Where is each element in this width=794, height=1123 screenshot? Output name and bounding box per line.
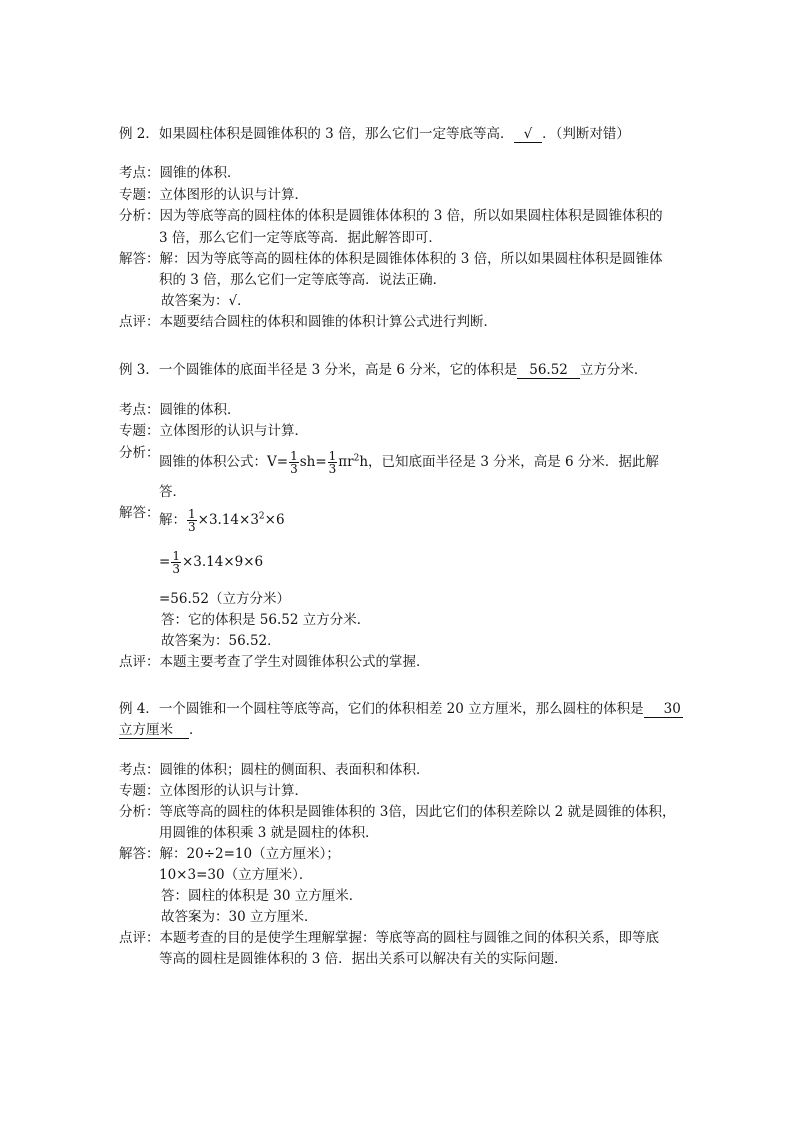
ex4-question-text: 例 4．一个圆锥和一个圆柱等底等高，它们的体积相差 20 立方厘米，那么圆柱的体积是 — [119, 701, 644, 717]
ex2-jieda-2: 积的 3 倍，那么它们一定等底等高．说法正确． — [159, 272, 447, 288]
fraction-denominator: 3 — [290, 462, 298, 476]
ex4-jieda-1: 解答：解：20÷2=10（立方厘米）； — [119, 846, 340, 862]
ex3-jieda-3: =56.52（立方分米） — [159, 591, 290, 607]
ex4-jieda-4: 故答案为：30 立方厘米． — [161, 909, 318, 925]
ex4-question-tail: ． — [189, 722, 203, 738]
ex2-dianping: 点评：本题要结合圆柱的体积和圆锥的体积计算公式进行判断． — [119, 314, 497, 330]
fraction-numerator: 1 — [290, 449, 298, 463]
formula-text-d: h，已知底面半径是 3 分米，高是 6 分米．据此解 — [359, 454, 659, 470]
jieda-text-a: 解： — [159, 512, 186, 528]
formula-text-b: sh= — [299, 454, 327, 470]
ex3-jieda-5: 故答案为：56.52． — [161, 633, 281, 649]
ex4-fenxi-2: 用圆锥的体积乘 3 就是圆柱的体积． — [159, 825, 379, 841]
ex2-kaodian: 考点：圆锥的体积． — [119, 165, 241, 181]
jieda-text-c: ×6 — [264, 512, 285, 528]
formula-text-c: πr — [338, 454, 354, 470]
ex2-question-tail: ．（判断对错） — [542, 126, 630, 142]
ex4-question-1 — [119, 700, 683, 719]
ex3-jieda-1 — [159, 507, 285, 533]
formula-superscript: 2 — [353, 453, 360, 464]
formula-text-a: 圆锥的体积公式：V= — [159, 454, 289, 470]
ex4-jieda-2: 10×3=30（立方厘米）． — [159, 867, 313, 883]
fraction-denominator: 3 — [328, 462, 337, 476]
ex3-dianping: 点评：本题主要考查了学生对圆锥体积公式的掌握． — [119, 654, 430, 670]
ex3-question-tail: 立方分米． — [579, 362, 648, 378]
ex2-fenxi-1: 分析：因为等底等高的圆柱体的体积是圆锥体体积的 3 倍，所以如果圆柱体积是圆锥体积的 — [119, 208, 663, 224]
jieda2-text-b: ×3.14×9×6 — [181, 554, 264, 570]
fraction-one-third — [171, 550, 181, 575]
ex3-jieda-label: 解答： — [119, 505, 160, 521]
ex3-zhuanti: 专题：立体图形的认识与计算． — [119, 423, 308, 439]
ex4-dianping-2: 等高的圆柱是圆锥体积的 3 倍．据出关系可以解决有关的实际问题． — [159, 951, 568, 967]
ex3-kaodian: 考点：圆锥的体积． — [119, 402, 241, 418]
ex3-question-text: 例 3．一个圆锥体的底面半径是 3 分米，高是 6 分米，它的体积是 — [119, 362, 518, 378]
ex3-jieda-4: 答：它的体积是 56.52 立方分米． — [161, 612, 371, 628]
ex2-fenxi-2: 3 倍，那么它们一定等底等高．据此解答即可． — [159, 230, 442, 246]
ex4-jieda-3: 答：圆柱的体积是 30 立方厘米． — [161, 888, 363, 904]
jieda-text-b: ×3.14×3 — [197, 512, 259, 528]
fraction-one-third — [328, 450, 338, 475]
ex4-question-2 — [119, 721, 203, 740]
ex4-kaodian: 考点：圆锥的体积；圆柱的侧面积、表面积和体积． — [119, 762, 430, 778]
ex2-question-text: 例 2．如果圆柱体积是圆锥体积的 3 倍，那么它们一定等底等高． — [119, 126, 514, 142]
fraction-denominator: 3 — [188, 520, 196, 534]
ex4-zhuanti: 专题：立体图形的认识与计算． — [119, 783, 308, 799]
ex3-answer-blank: 56.52 — [517, 362, 580, 379]
ex3-fenxi-formula — [159, 449, 659, 475]
ex3-fenxi-label: 分析： — [119, 445, 160, 461]
ex2-zhuanti: 专题：立体图形的认识与计算． — [119, 187, 308, 203]
ex2-jieda-3: 故答案为：√． — [161, 293, 251, 309]
ex4-fenxi-1: 分析：等底等高的圆柱的体积是圆锥体积的 3倍，因此它们的体积差除以 2 就是圆锥的体积， — [119, 804, 676, 820]
fraction-denominator: 3 — [172, 562, 180, 576]
ex4-answer-blank-2: 立方厘米 — [119, 722, 189, 739]
fraction-numerator: 1 — [328, 449, 337, 463]
fraction-numerator: 1 — [172, 549, 180, 563]
fraction-numerator: 1 — [188, 507, 196, 521]
ex2-question — [119, 125, 630, 144]
jieda-superscript: 2 — [258, 511, 265, 522]
ex2-jieda-1: 解答：解：因为等底等高的圆柱体的体积是圆锥体体积的 3 倍，所以如果圆柱体积是圆锥体 — [119, 251, 663, 267]
ex3-question — [119, 361, 647, 380]
fraction-one-third — [187, 508, 197, 533]
fraction-one-third — [289, 450, 299, 475]
ex3-fenxi-2: 答． — [159, 484, 186, 500]
ex2-answer-blank: √ — [514, 126, 543, 143]
jieda2-text-a: = — [159, 554, 171, 570]
ex4-answer-blank-1: 30 — [644, 701, 683, 718]
ex4-dianping-1: 点评：本题考查的目的是使学生理解掌握：等底等高的圆柱与圆锥之间的体积关系，即等底 — [119, 930, 659, 946]
ex3-jieda-2 — [159, 549, 263, 575]
